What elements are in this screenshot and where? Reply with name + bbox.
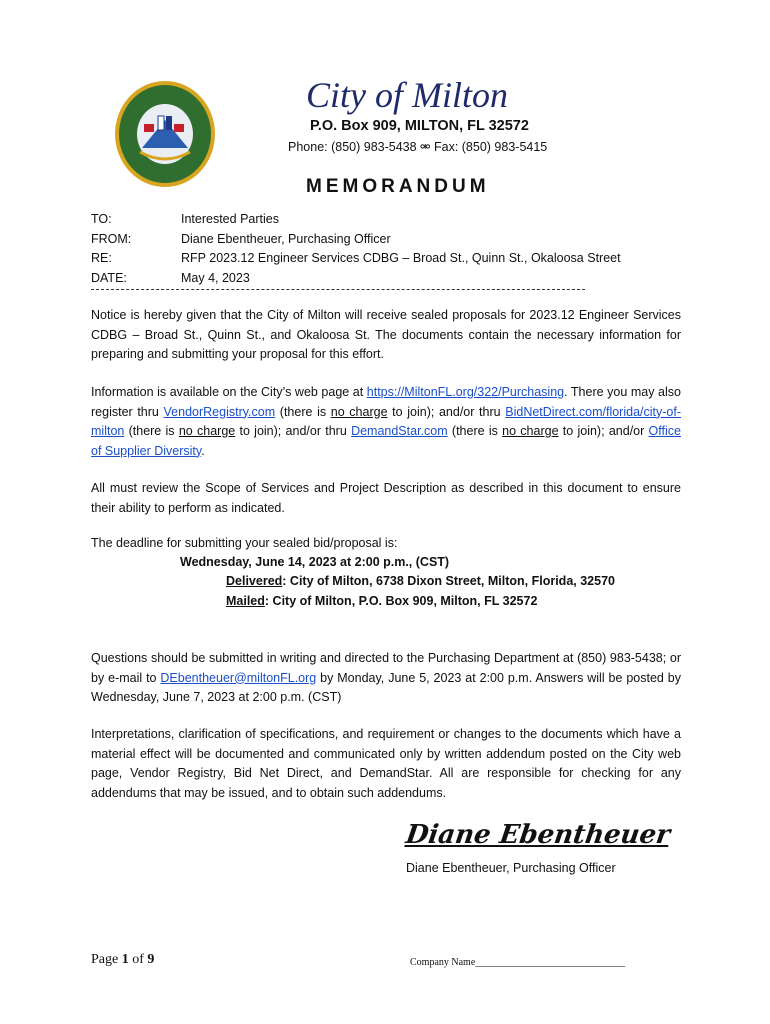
re-label: RE:	[91, 251, 112, 265]
from-row	[91, 232, 391, 246]
email-link[interactable]: DEbentheuer@miltonFL.org	[160, 670, 317, 685]
delivered-label: Delivered	[226, 574, 283, 588]
city-address: P.O. Box 909, MILTON, FL 32572	[310, 118, 529, 134]
city-name-heading: City of Milton	[306, 75, 508, 115]
purchasing-page-link[interactable]: https://MiltonFL.org/322/Purchasing	[366, 385, 565, 399]
re-row	[91, 251, 621, 265]
interpretations-paragraph: Interpretations, clarification of specifications, and requirement or changes to the documents which have a material effect will be documented and communicated only by written addendum posted on the City web page, Vendor Registry, Bid Net Direct, and DemandStar. All are responsible for checking for any addendums that may be issued, and to obtain such addendums.	[91, 727, 681, 800]
to-label: TO:	[91, 212, 112, 226]
page-of: of	[128, 952, 148, 967]
date-row	[91, 271, 250, 285]
info-text: (there is	[124, 424, 179, 438]
to-value: Interested Parties	[181, 212, 279, 226]
page-number	[91, 952, 154, 968]
from-value: Diane Ebentheuer, Purchasing Officer	[181, 232, 391, 246]
questions-paragraph	[91, 649, 681, 708]
no-charge-text: no charge	[178, 424, 236, 438]
mailed-text: : City of Milton, P.O. Box 909, Milton, FL 32572	[264, 594, 538, 608]
delivered-address	[226, 574, 615, 588]
information-paragraph	[91, 383, 681, 461]
re-value: RFP 2023.12 Engineer Services CDBG – Broad St., Quinn St., Okaloosa Street	[181, 251, 621, 265]
info-text: to join); and/or	[558, 424, 649, 438]
bidnet-direct-link[interactable]: BidNetDirect.com/florida/city-of-milton	[91, 404, 681, 438]
scope-paragraph: All must review the Scope of Services and Project Description as described in this document to ensure their ability to perform as indicated.	[91, 481, 681, 515]
info-text: to join); and/or thru	[235, 424, 352, 438]
city-phone-fax: Phone: (850) 983-5438 ⚮ Fax: (850) 983-5415	[288, 140, 548, 154]
memorandum-title: MEMORANDUM	[306, 176, 490, 197]
date-label: DATE:	[91, 271, 127, 285]
info-text: Information is available on the City’s web page at	[91, 385, 367, 399]
notice-paragraph: Notice is hereby given that the City of Milton will receive sealed proposals for 2023.12 Engineer Services CDBG – Broad St., Quinn St., and Okaloosa St. The documents contain the necessary information for preparing and submitting your proposal for this effort.	[91, 308, 681, 361]
questions-text: by Monday, June 5, 2023 at 2:00 p.m. Answers will be posted by Wednesday, June 7, 2023 at 2:00 p.m. (CST)	[91, 670, 681, 704]
from-label: FROM:	[91, 232, 132, 246]
info-text: to join); and/or thru	[387, 404, 506, 419]
page-current: 1	[121, 952, 129, 967]
page-total: 9	[147, 952, 155, 967]
mailed-label: Mailed	[226, 594, 265, 608]
signature: Diane Ebentheuer	[403, 820, 672, 850]
info-text: (there is	[275, 404, 331, 419]
date-value: May 4, 2023	[181, 271, 250, 285]
questions-text: Questions should be submitted in writing and directed to the Purchasing Department at (850) 983-5438; or by e-mail to	[91, 651, 681, 685]
vendor-registry-link[interactable]: VendorRegistry.com	[163, 404, 276, 419]
demandstar-link[interactable]: DemandStar.com	[351, 424, 448, 438]
to-row	[91, 212, 279, 226]
company-name-line: Company Name______________________________	[410, 957, 626, 968]
page-prefix: Page	[91, 952, 122, 967]
signer-name: Diane Ebentheuer, Purchasing Officer	[406, 861, 616, 875]
deadline-intro: The deadline for submitting your sealed bid/proposal is:	[91, 536, 398, 550]
city-seal-logo	[114, 80, 216, 188]
supplier-diversity-link[interactable]: Office of Supplier Diversity	[91, 424, 681, 458]
deadline-date: Wednesday, June 14, 2023 at 2:00 p.m., (CST)	[180, 555, 450, 569]
info-text: . There you may also register thru	[91, 385, 681, 419]
delivered-text: : City of Milton, 6738 Dixon Street, Milton, Florida, 32570	[282, 574, 615, 588]
info-text: (there is	[447, 424, 503, 438]
info-text: .	[201, 443, 205, 458]
no-charge-text: no charge	[330, 404, 388, 419]
header-divider	[91, 289, 585, 290]
mailed-address	[226, 594, 537, 608]
no-charge-text: no charge	[502, 424, 559, 438]
